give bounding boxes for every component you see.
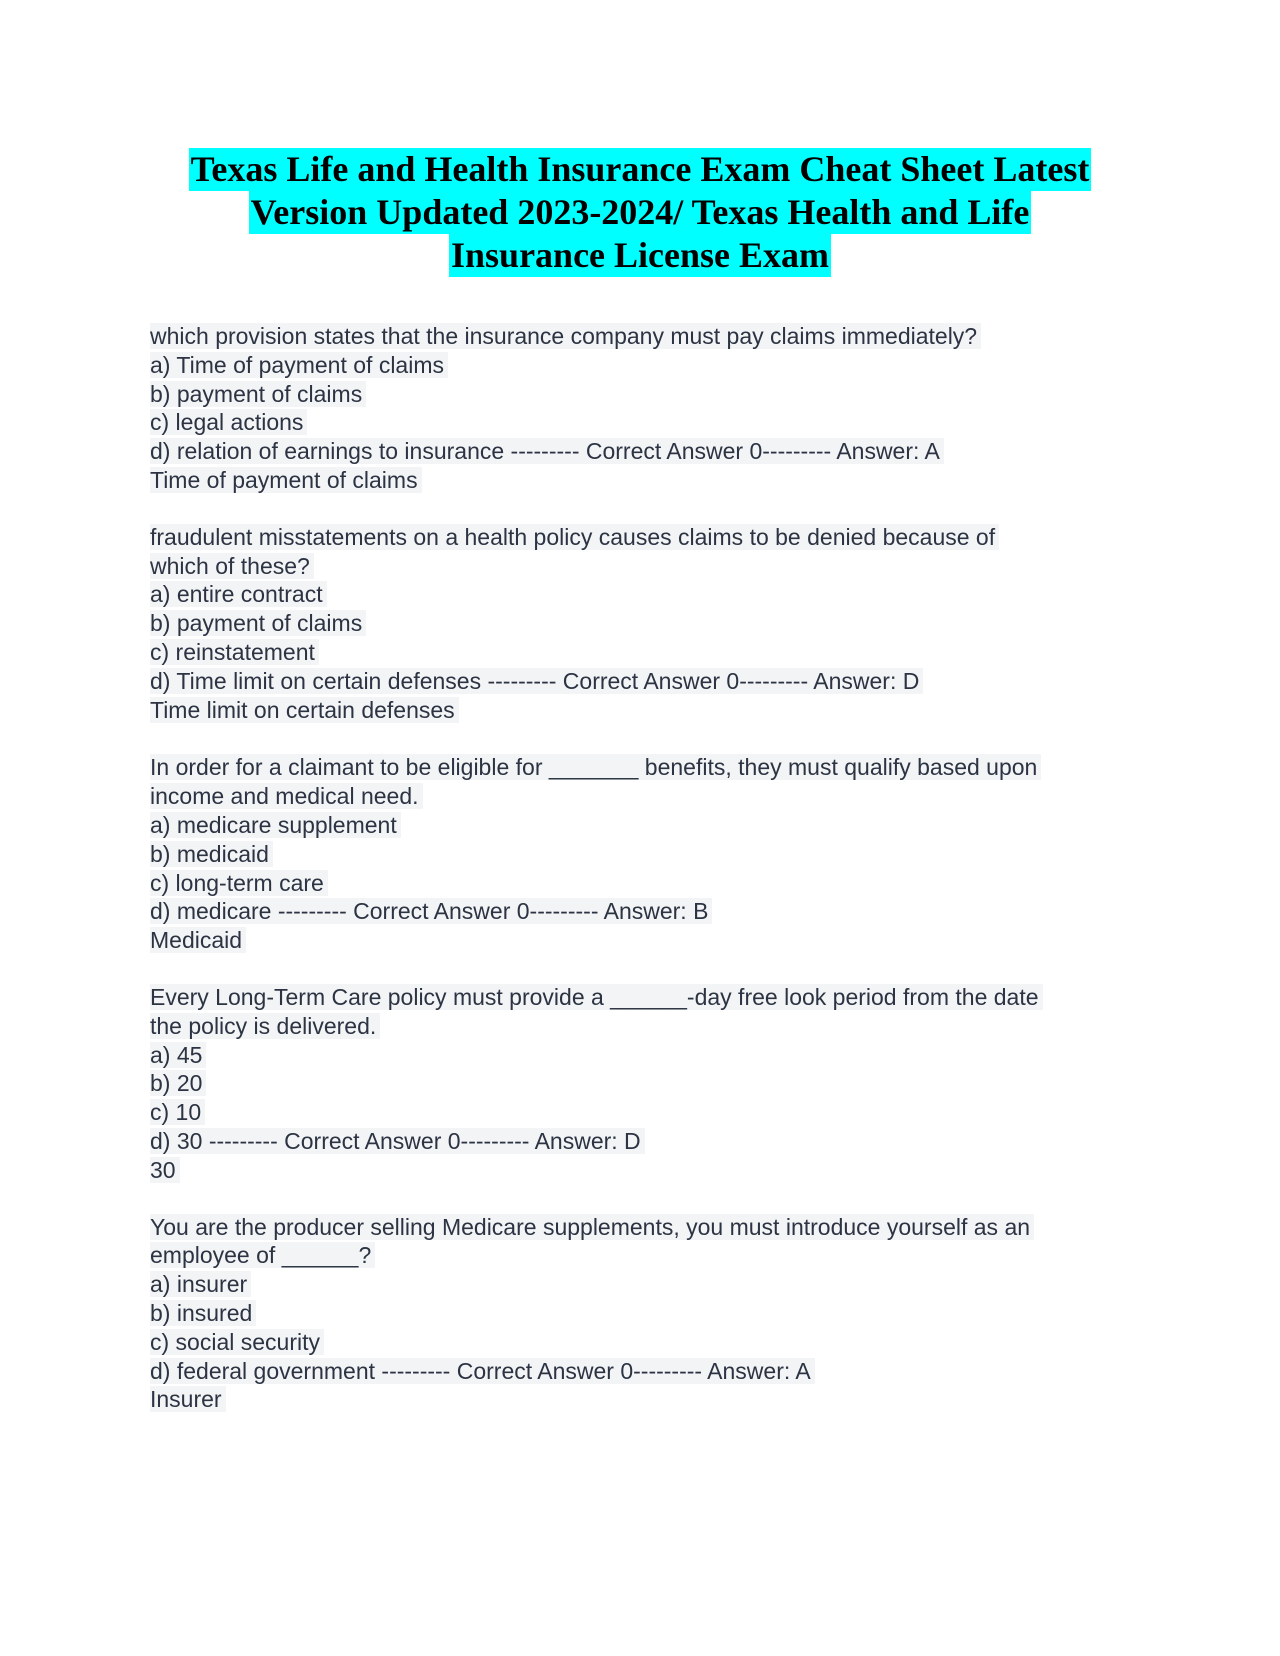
question-block-2 (150, 523, 1150, 725)
option-b: b) medicaid (150, 841, 273, 867)
question-block-1 (150, 322, 1150, 495)
answer-text: Medicaid (150, 927, 246, 953)
option-d-with-answer: d) 30 --------- Correct Answer 0--------- Answer: D (150, 1128, 645, 1154)
option-d-with-answer: d) relation of earnings to insurance --------- Correct Answer 0--------- Answer: A (150, 438, 944, 464)
question-text-continued: income and medical need. (150, 783, 423, 809)
question-text: which provision states that the insurance company must pay claims immediately? (150, 323, 981, 349)
option-d-with-answer: d) medicare --------- Correct Answer 0--------- Answer: B (150, 898, 712, 924)
option-c: c) long-term care (150, 870, 328, 896)
option-d-with-answer: d) Time limit on certain defenses --------- Correct Answer 0--------- Answer: D (150, 668, 923, 694)
title-line-2: Version Updated 2023-2024/ Texas Health and Life (250, 192, 1030, 232)
question-text-continued: the policy is delivered. (150, 1013, 380, 1039)
option-b: b) insured (150, 1300, 256, 1326)
option-c: c) social security (150, 1329, 324, 1355)
title-line-3: Insurance License Exam (451, 235, 829, 275)
title-line-1: Texas Life and Health Insurance Exam Cheat Sheet Latest (190, 149, 1090, 189)
question-text: In order for a claimant to be eligible for _______ benefits, they must qualify based upon (150, 754, 1041, 780)
answer-text: Insurer (150, 1386, 226, 1412)
option-d-with-answer: d) federal government --------- Correct Answer 0--------- Answer: A (150, 1358, 815, 1384)
option-b: b) 20 (150, 1070, 206, 1096)
option-a: a) insurer (150, 1271, 251, 1297)
question-text: Every Long-Term Care policy must provide a ______-day free look period from the date (150, 984, 1043, 1010)
option-c: c) 10 (150, 1099, 205, 1125)
question-text: fraudulent misstatements on a health policy causes claims to be denied because of (150, 524, 999, 550)
question-block-5 (150, 1213, 1150, 1415)
question-block-3 (150, 753, 1150, 955)
answer-text: Time of payment of claims (150, 467, 422, 493)
question-text-continued: employee of ______? (150, 1242, 375, 1268)
question-text-continued: which of these? (150, 553, 314, 579)
question-block-4 (150, 983, 1150, 1185)
option-c: c) reinstatement (150, 639, 319, 665)
option-a: a) entire contract (150, 581, 327, 607)
option-a: a) Time of payment of claims (150, 352, 448, 378)
option-b: b) payment of claims (150, 381, 366, 407)
option-a: a) 45 (150, 1042, 206, 1068)
question-list (150, 322, 1150, 1442)
option-b: b) payment of claims (150, 610, 366, 636)
document-title (100, 148, 1180, 277)
option-a: a) medicare supplement (150, 812, 401, 838)
question-text: You are the producer selling Medicare supplements, you must introduce yourself as an (150, 1214, 1034, 1240)
answer-text: 30 (150, 1157, 180, 1183)
answer-text: Time limit on certain defenses (150, 697, 459, 723)
option-c: c) legal actions (150, 409, 307, 435)
